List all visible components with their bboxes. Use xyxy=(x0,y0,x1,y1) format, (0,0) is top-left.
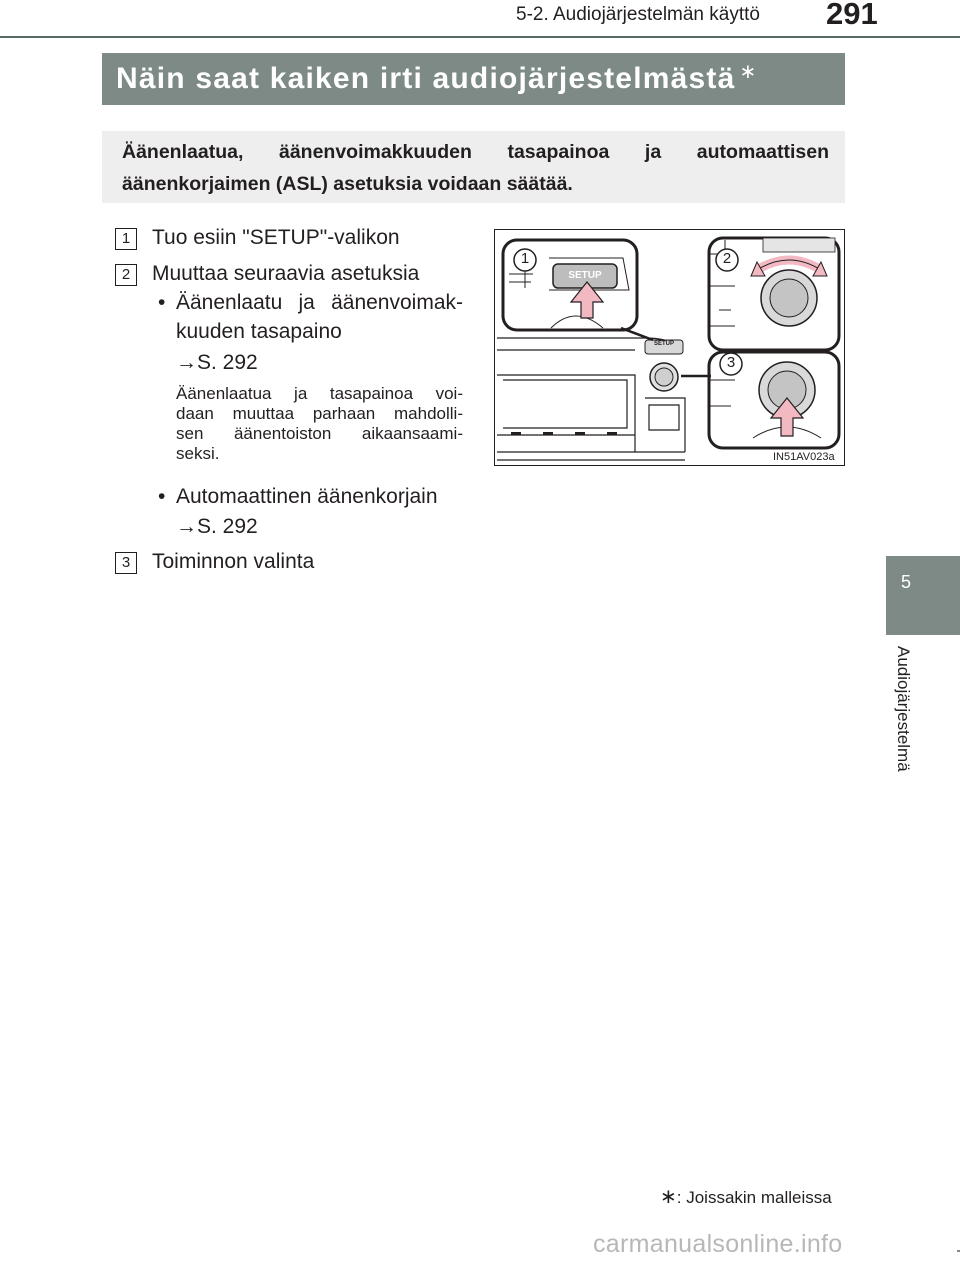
step-number-1: 1 xyxy=(115,228,137,250)
step-number-3: 3 xyxy=(115,552,137,574)
chapter-tab-label: Audiojärjestelmä xyxy=(894,646,913,772)
step-2-text: Muuttaa seuraavia asetuksia xyxy=(152,262,420,285)
bullet-2-text: Automaattinen äänenkorjain xyxy=(176,485,438,508)
bullet-1-marker: • xyxy=(158,291,166,314)
setup-button-label: SETUP xyxy=(568,270,602,281)
note-line-3: sen äänentoiston aikaansaami- xyxy=(176,424,463,443)
page-number: 291 xyxy=(826,0,878,31)
intro-box xyxy=(102,131,845,203)
callout-2: 2 xyxy=(722,250,732,267)
step-number-2: 2 xyxy=(115,264,137,286)
bullet-2-marker: • xyxy=(158,485,166,508)
bullet-1-page-ref: →S. 292 xyxy=(176,351,258,374)
callout-3: 3 xyxy=(726,354,736,371)
footnote-text: : Joissakin malleissa xyxy=(676,1188,832,1207)
chapter-tab-number: 5 xyxy=(900,572,911,592)
header-section-title: 5-2. Audiojärjestelmän käyttö xyxy=(516,4,760,25)
header-rule xyxy=(0,36,960,38)
step-1-text: Tuo esiin "SETUP"-valikon xyxy=(152,226,400,249)
title-asterisk-marker: ∗ xyxy=(739,60,758,83)
bullet-1-line1: Äänenlaatu ja äänenvoimak- xyxy=(176,291,463,314)
intro-text: Äänenlaatua, äänenvoimakkuuden tasapainoa ja automaattisen äänenkorjaimen (ASL) asetuksia voidaan säätää. xyxy=(122,141,829,195)
watermark: carmanualsonline.info xyxy=(593,1230,843,1258)
step-3-text: Toiminnon valinta xyxy=(152,550,315,573)
bullet-2-page-ref: →S. 292 xyxy=(176,515,258,538)
audio-panel-illustration xyxy=(494,229,845,466)
bullet-1-line2: kuuden tasapaino xyxy=(176,320,342,343)
panel-setup-button-label: SETUP xyxy=(653,341,674,347)
footnote-marker: ∗ xyxy=(660,1186,677,1208)
note-line-1: Äänenlaatua ja tasapainoa voi- xyxy=(176,384,463,403)
callout-1: 1 xyxy=(520,250,530,267)
section-title: Näin saat kaiken irti audiojärjestelmästä xyxy=(116,62,736,95)
chapter-tab xyxy=(886,556,960,635)
footnote xyxy=(660,1184,832,1209)
note-line-2: daan muuttaa parhaan mahdolli- xyxy=(176,404,463,423)
note-line-4: seksi. xyxy=(176,444,220,463)
audio-panel-drawing xyxy=(495,230,845,466)
figure-code: IN51AV023a xyxy=(773,451,835,463)
section-title-banner xyxy=(102,53,845,105)
